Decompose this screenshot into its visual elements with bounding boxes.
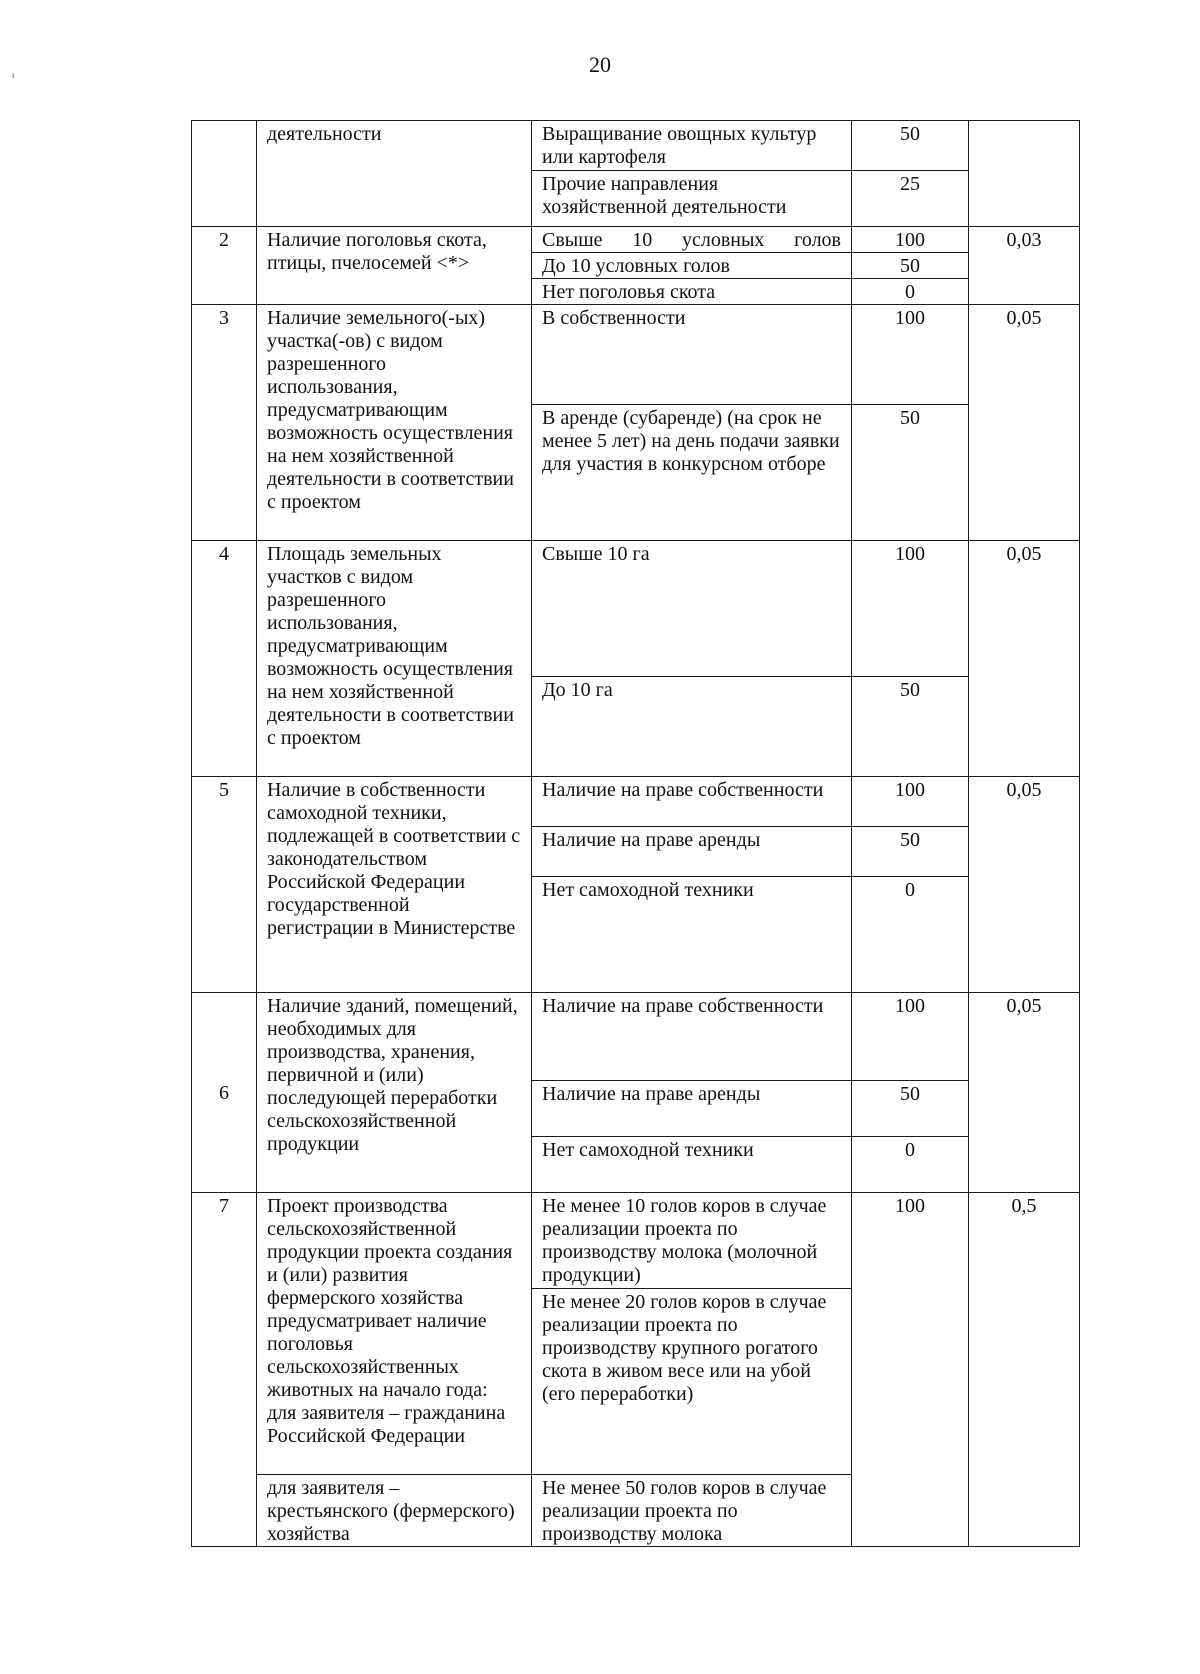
option-cell: Нет поголовья скота xyxy=(532,279,852,305)
score-cell: 100 xyxy=(852,305,969,405)
option-cell: Не менее 50 голов коров в случае реализации проекта по производству молока xyxy=(532,1475,852,1547)
option-cell: Наличие на праве аренды xyxy=(532,1081,852,1137)
score-cell: 100 xyxy=(852,993,969,1081)
option-cell: Наличие на праве собственности xyxy=(532,777,852,827)
page-number: 20 xyxy=(589,52,611,77)
weight-cell: 0,05 xyxy=(969,777,1080,993)
score-cell: 100 xyxy=(852,541,969,677)
weight-cell: 0,03 xyxy=(969,227,1080,305)
option-cell: В аренде (субаренде) (на срок не менее 5 лет) на день подачи заявки для участия в конкурсном отборе xyxy=(532,405,852,541)
option-cell: Наличие на праве собственности xyxy=(532,993,852,1081)
option-cell: До 10 га xyxy=(532,677,852,777)
table-row xyxy=(192,227,1080,253)
option-cell: Прочие направления хозяйственной деятельности xyxy=(532,171,852,227)
criterion-cell: Проект производства сельскохозяйственной продукции проекта создания и (или) развития фермерского хозяйства предусматривает наличие поголовья сельскохозяйственных животных на начало года: для заявителя – гражданина Российской Федерации xyxy=(257,1193,532,1475)
option-cell: До 10 условных голов xyxy=(532,253,852,279)
score-cell: 25 xyxy=(852,171,969,227)
row-number-cell xyxy=(192,121,257,227)
score-cell: 50 xyxy=(852,405,969,541)
score-cell: 0 xyxy=(852,877,969,993)
weight-cell: 0,05 xyxy=(969,541,1080,777)
row-number-cell: 3 xyxy=(192,305,257,541)
weight-cell: 0,05 xyxy=(969,993,1080,1193)
score-cell: 50 xyxy=(852,253,969,279)
criterion-cell: Наличие поголовья скота, птицы, пчелосемей <*> xyxy=(257,227,532,305)
row-number-cell: 7 xyxy=(192,1193,257,1547)
weight-cell xyxy=(969,121,1080,227)
score-cell: 50 xyxy=(852,677,969,777)
weight-cell: 0,5 xyxy=(969,1193,1080,1547)
row-number-cell: 5 xyxy=(192,777,257,993)
scan-artifact-mark: ι xyxy=(12,70,15,80)
criterion-cell: Наличие зданий, помещений, необходимых для производства, хранения, первичной и (или) последующей переработки сельскохозяйственной продукции xyxy=(257,993,532,1193)
option-cell: Нет самоходной техники xyxy=(532,1137,852,1193)
score-cell: 50 xyxy=(852,121,969,171)
row-number-cell: 4 xyxy=(192,541,257,777)
option-cell: Выращивание овощных культур или картофеля xyxy=(532,121,852,171)
option-cell: В собственности xyxy=(532,305,852,405)
table-row xyxy=(192,993,1080,1081)
score-cell: 50 xyxy=(852,827,969,877)
option-cell: Не менее 10 голов коров в случае реализации проекта по производству молока (молочной продукции) xyxy=(532,1193,852,1289)
score-cell: 0 xyxy=(852,1137,969,1193)
table-row xyxy=(192,541,1080,677)
row-number-cell: 2 xyxy=(192,227,257,305)
score-cell: 100 xyxy=(852,777,969,827)
option-cell: Свыше 10 га xyxy=(532,541,852,677)
option-cell: Наличие на праве аренды xyxy=(532,827,852,877)
score-cell: 50 xyxy=(852,1081,969,1137)
criterion-cell: Наличие в собственности самоходной техники, подлежащей в соответствии с законодательством Российской Федерации государственной регистрации в Министерстве xyxy=(257,777,532,993)
criterion-cell: деятельности xyxy=(257,121,532,227)
row-number-cell: 6 xyxy=(192,993,257,1193)
score-cell: 100 xyxy=(852,227,969,253)
weight-cell: 0,05 xyxy=(969,305,1080,541)
criterion-cell: Площадь земельных участков с видом разрешенного использования, предусматривающим возможность осуществления на нем хозяйственной деятельности в соответствии с проектом xyxy=(257,541,532,777)
score-cell: 100 xyxy=(852,1193,969,1547)
table-row xyxy=(192,121,1080,171)
table-row xyxy=(192,305,1080,405)
score-cell: 0 xyxy=(852,279,969,305)
criterion-cell: Наличие земельного(-ых) участка(-ов) с видом разрешенного использования, предусматривающим возможность осуществления на нем хозяйственной деятельности в соответствии с проектом xyxy=(257,305,532,541)
option-cell: Нет самоходной техники xyxy=(532,877,852,993)
table-row xyxy=(192,1193,1080,1289)
option-cell: Свыше 10 условных голов xyxy=(532,227,852,253)
criterion-cell: для заявителя – крестьянского (фермерского) хозяйства xyxy=(257,1475,532,1547)
table-row xyxy=(192,777,1080,827)
option-cell: Не менее 20 голов коров в случае реализации проекта по производству крупного рогатого скота в живом весе или на убой (его переработки) xyxy=(532,1289,852,1475)
scoring-criteria-table xyxy=(191,120,1080,1547)
